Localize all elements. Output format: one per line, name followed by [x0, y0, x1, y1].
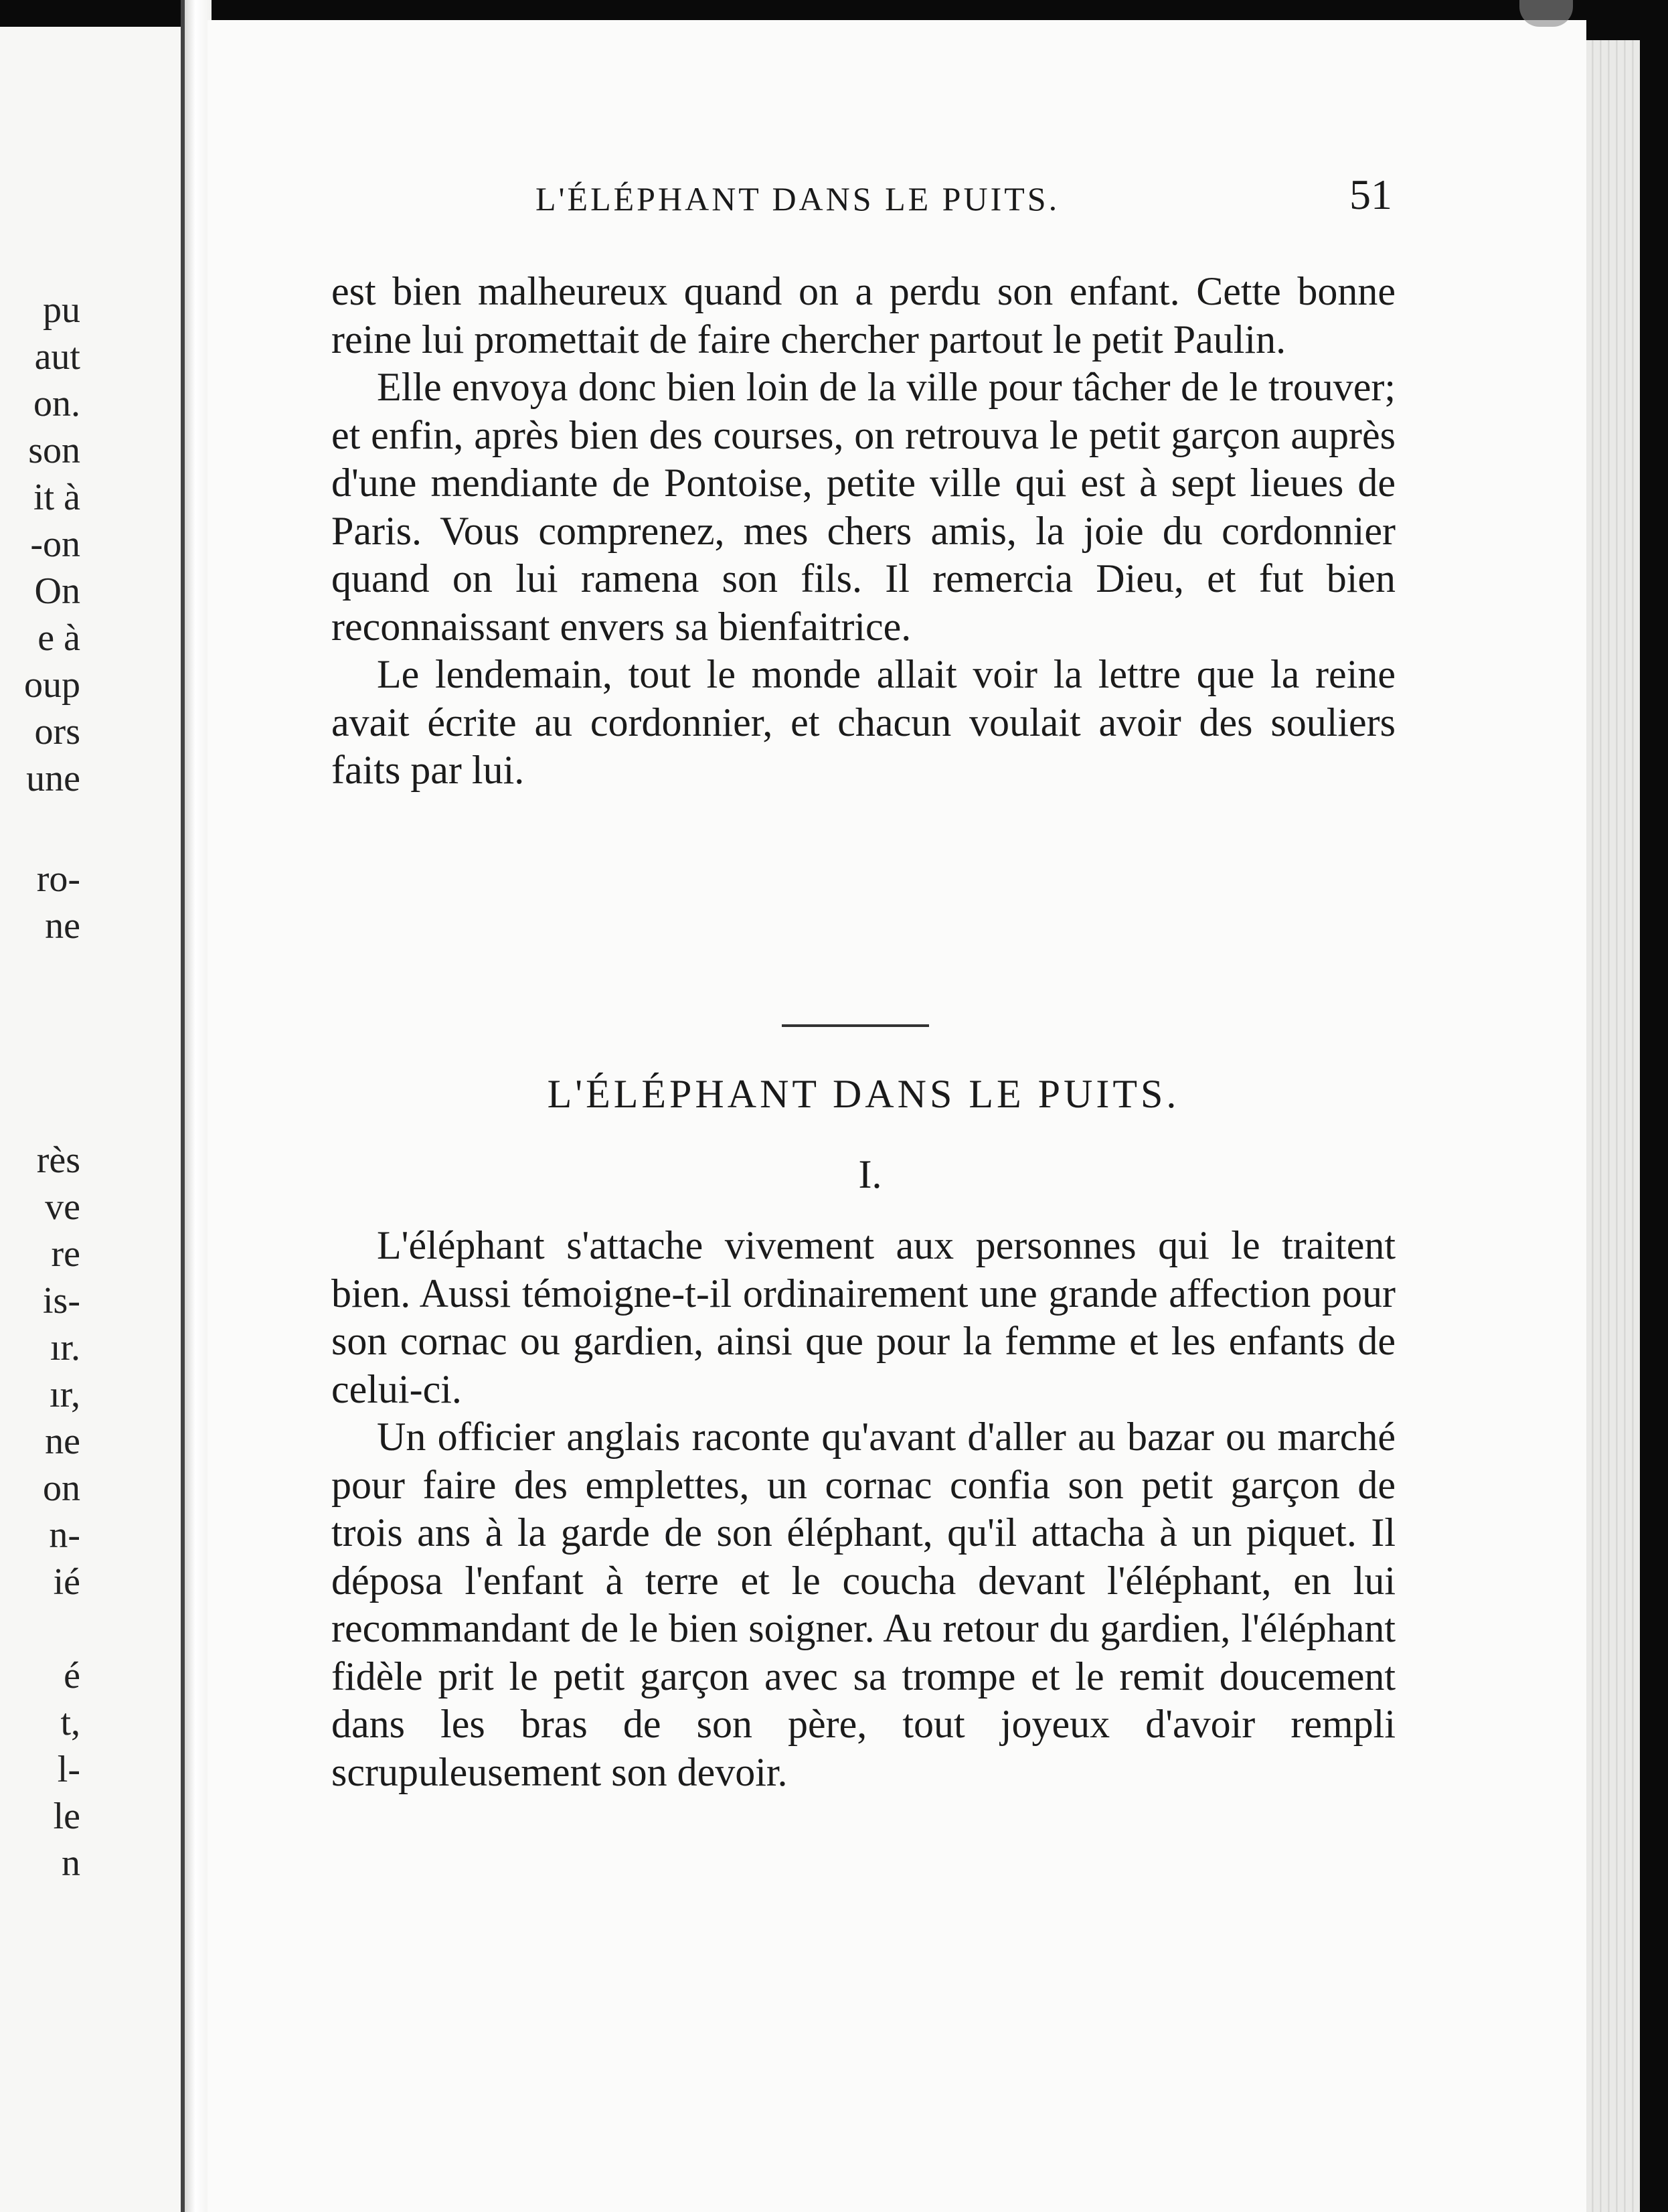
running-title: L'ÉLÉPHANT DANS LE PUITS. — [535, 180, 1060, 218]
left-fragment: ne — [45, 905, 80, 947]
left-fragment: son — [28, 430, 80, 471]
left-fragment: ır. — [50, 1327, 80, 1368]
chapter-number: I. — [858, 1152, 882, 1196]
left-fragment: ié — [53, 1561, 80, 1603]
paragraph: Un officier anglais raconte qu'avant d'aller au bazar ou marché pour faire des emplettes, un cornac confia son petit garçon de trois ans à la garde de son éléphant, qu'il attacha à un piquet. Il déposa l'enfant à terre et le coucha devant l'éléphant, en lui recommandant de le bien soigner. Au retour du gardien, l'éléphant fidèle prit le petit garçon avec sa trompe et le remit doucement dans les bras de son père, tout joyeux d'avoir rempli scrupuleusement son devoir. — [331, 1415, 1396, 1794]
left-fragment: ors — [34, 711, 80, 753]
left-fragment: -on — [30, 524, 80, 565]
section-title: L'ÉLÉPHANT DANS LE PUITS. — [547, 1072, 1180, 1116]
left-fragment: pu — [43, 289, 80, 331]
left-fragment: is- — [43, 1280, 80, 1322]
left-fragment: t, — [60, 1702, 80, 1743]
section-text — [331, 1222, 1396, 1796]
paragraph: Elle envoya donc bien loin de la ville pour tâcher de le trouver; et enfin, après bien des courses, on retrouva le petit garçon auprès d'une mendiante de Pontoise, petite ville qui est à sept lieues de Paris. Vous comprenez, mes chers amis, la joie du cordonnier quand on lui ramena son fils. Il remercia Dieu, et fut bien reconnaissant envers sa bienfaitrice. — [331, 365, 1396, 649]
page-edges — [1586, 40, 1640, 2212]
left-fragment: ve — [45, 1186, 80, 1228]
left-fragment: ro- — [36, 858, 80, 900]
scan-corner-mark — [1519, 0, 1573, 27]
left-fragment: le — [53, 1796, 80, 1837]
paragraph: est bien malheureux quand on a perdu son enfant. Cette bonne reine lui promettait de faire chercher partout le petit Paulin. — [331, 269, 1396, 362]
left-fragment: n — [62, 1842, 80, 1884]
continuation-text — [331, 268, 1396, 795]
left-fragment: On — [34, 570, 80, 612]
left-fragment: n- — [49, 1514, 80, 1556]
left-fragment: on. — [33, 383, 80, 424]
paragraph: L'éléphant s'attache vivement aux personnes qui le traitent bien. Aussi témoigne-t-il ordinairement une grande affection pour son cornac ou gardien, ainsi que pour la femme et les enfants de celui-ci. — [331, 1223, 1396, 1411]
left-fragment: ır, — [50, 1374, 80, 1415]
left-fragment: oup — [24, 664, 80, 706]
previous-page-sliver — [0, 27, 181, 2212]
left-fragment: ne — [45, 1421, 80, 1462]
left-fragment: rès — [36, 1139, 80, 1181]
page-number: 51 — [1349, 171, 1392, 218]
left-fragment: une — [26, 758, 80, 799]
left-fragment: e à — [37, 617, 80, 659]
left-fragment: l- — [57, 1749, 80, 1790]
left-fragment: it à — [33, 477, 80, 518]
left-fragment: re — [51, 1233, 80, 1275]
paragraph: Le lendemain, tout le monde allait voir la lettre que la reine avait écrite au cordonnier, et chacun voulait avoir des souliers faits par lui. — [331, 652, 1396, 792]
left-fragment: on — [43, 1468, 80, 1509]
section-divider — [782, 1024, 929, 1027]
left-fragment: aut — [34, 336, 80, 378]
left-fragment: é — [64, 1655, 80, 1696]
